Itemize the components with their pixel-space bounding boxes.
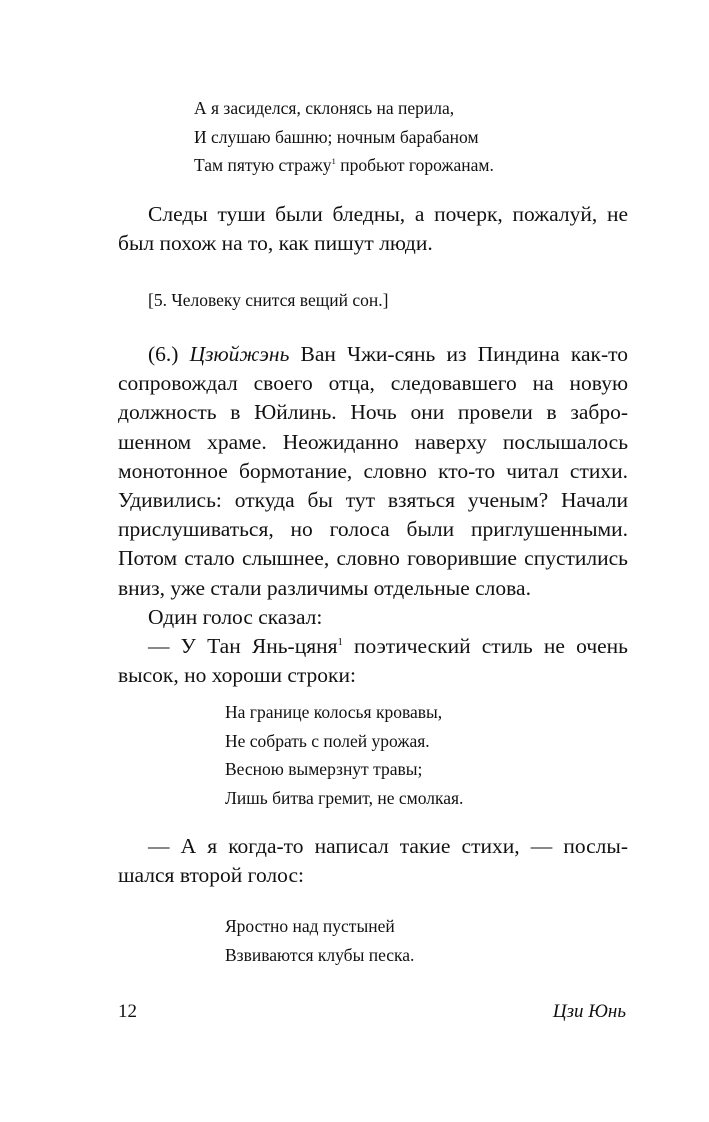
story-number: (6.) bbox=[148, 342, 190, 366]
paragraph-text: Ван Чжи-сянь из Пиндина как-то сопровождал своего отца, следовавшего на новую должность в Юйлинь. Ночь они провели в заброшенном храме. Неожиданно наверху послышалось монотонное бормотание, словно кто-то читал стихи. Удивились: откуда бы тут взяться ученым? Начали прислушиваться, но голоса были приглушенными. Потом стало слышнее, словно говорившие спустились вниз, уже стали различимы отдельные слова. bbox=[118, 342, 628, 600]
speech-text: поэтический стиль не очень высок, но хороши строки: bbox=[118, 634, 628, 688]
poem-stanza-1 bbox=[194, 94, 494, 180]
running-footer-author: Цзи Юнь bbox=[552, 1001, 626, 1022]
paragraph-text: Следы туши были бледны, а почерк, пожалуй, не был похож на то, как пишут люди. bbox=[118, 202, 628, 256]
poem-line: И слушаю башню; ночным барабаном bbox=[194, 126, 479, 147]
poem-line bbox=[194, 151, 494, 180]
poem-line-text: Там пятую стражу bbox=[194, 155, 332, 175]
poem-line: Яростно над пустыней bbox=[225, 916, 395, 936]
poem-stanza-3 bbox=[225, 912, 414, 969]
poem-line: Лишь битва гремит, не смолкая. bbox=[225, 787, 464, 808]
paragraph-ink-traces bbox=[118, 200, 628, 258]
footnote-marker: 1 bbox=[337, 635, 343, 648]
page-number: 12 bbox=[118, 1001, 137, 1022]
paragraph-second-voice bbox=[118, 832, 628, 890]
speech-text: — У Тан Янь-цяня bbox=[148, 634, 338, 659]
footnote-marker: 1 bbox=[331, 156, 336, 167]
poem-line: Весною вымерзнут травы; bbox=[225, 759, 423, 779]
poem-line: Взвиваются клубы песка. bbox=[225, 944, 415, 965]
paragraph-text: — А я когда-то написал такие стихи, — послышался второй голос: bbox=[118, 834, 628, 888]
paragraph-one-voice: Один голос сказал: bbox=[148, 604, 323, 629]
section-note: [5. Человеку снится вещий сон.] bbox=[148, 290, 389, 310]
poem-stanza-2 bbox=[225, 698, 463, 812]
story-body bbox=[118, 340, 628, 690]
poem-line: А я засиделся, склонясь на перила, bbox=[194, 98, 455, 118]
paragraph-first-speech bbox=[118, 632, 628, 690]
poem-line: Не собрать с полей урожая. bbox=[225, 730, 430, 751]
poem-line: На границе колосья кровавы, bbox=[225, 702, 443, 722]
story-title-term: Цзюйжэнь bbox=[189, 342, 290, 366]
poem-line-text: пробьют горожанам. bbox=[335, 155, 494, 175]
paragraph-story-opening bbox=[118, 340, 628, 603]
